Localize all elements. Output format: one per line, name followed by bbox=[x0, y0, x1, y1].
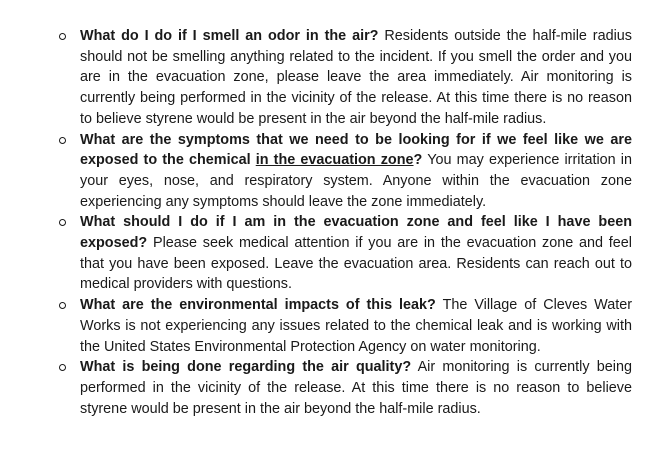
faq-question: What is being done regarding the air quality? bbox=[80, 359, 412, 376]
faq-item-environment bbox=[56, 295, 632, 357]
faq-question-mark: ? bbox=[413, 152, 423, 169]
faq-question: What are the symptoms that we need to be looking for if we feel like we are exposed to the chemical bbox=[80, 131, 632, 169]
faq-answer: The Village of Cleves Water Works is not experiencing any issues related to the chemical leak and is working with the United States Environmental Protection Agency on water monitoring. bbox=[80, 297, 632, 355]
hollow-bullet-icon bbox=[59, 364, 66, 371]
faq-list bbox=[56, 26, 632, 419]
faq-answer: You may experience irritation in your eyes, nose, and respiratory system. Anyone within the evacuation zone experiencing any symptoms should leave the zone immediately. bbox=[80, 152, 633, 210]
hollow-bullet-icon bbox=[59, 33, 66, 40]
faq-item-odor bbox=[56, 26, 632, 130]
faq-answer: Air monitoring is currently being performed in the vicinity of the release. At this time there is no reason to believe styrene would be present in the air beyond the half-mile radius. bbox=[80, 359, 632, 417]
hollow-bullet-icon bbox=[59, 137, 66, 144]
faq-question: What are the environmental impacts of this leak? bbox=[80, 297, 436, 314]
faq-question-emphasis: in the evacuation zone bbox=[255, 152, 414, 169]
faq-question: What do I do if I smell an odor in the air? bbox=[80, 28, 379, 44]
hollow-bullet-icon bbox=[59, 219, 66, 226]
faq-question: What should I do if I am in the evacuation zone and feel like I have been exposed? bbox=[80, 214, 632, 252]
faq-answer: Residents outside the half-mile radius should not be smelling anything related to the incident. If you smell the order and you are in the evacuation zone, please leave the area immediately. Air monitoring is currently being performed in the vicinity of the release. At this time there is no reason to believe styrene would be present in the air beyond the half-mile radius. bbox=[80, 28, 633, 127]
faq-item-exposure bbox=[56, 212, 632, 295]
hollow-bullet-icon bbox=[59, 302, 66, 309]
faq-answer: Please seek medical attention if you are in the evacuation zone and feel that you have been exposed. Leave the evacuation area. Residents can reach out to medical providers with questions. bbox=[80, 235, 633, 293]
faq-item-air-quality bbox=[56, 357, 632, 419]
faq-item-symptoms bbox=[56, 130, 632, 213]
